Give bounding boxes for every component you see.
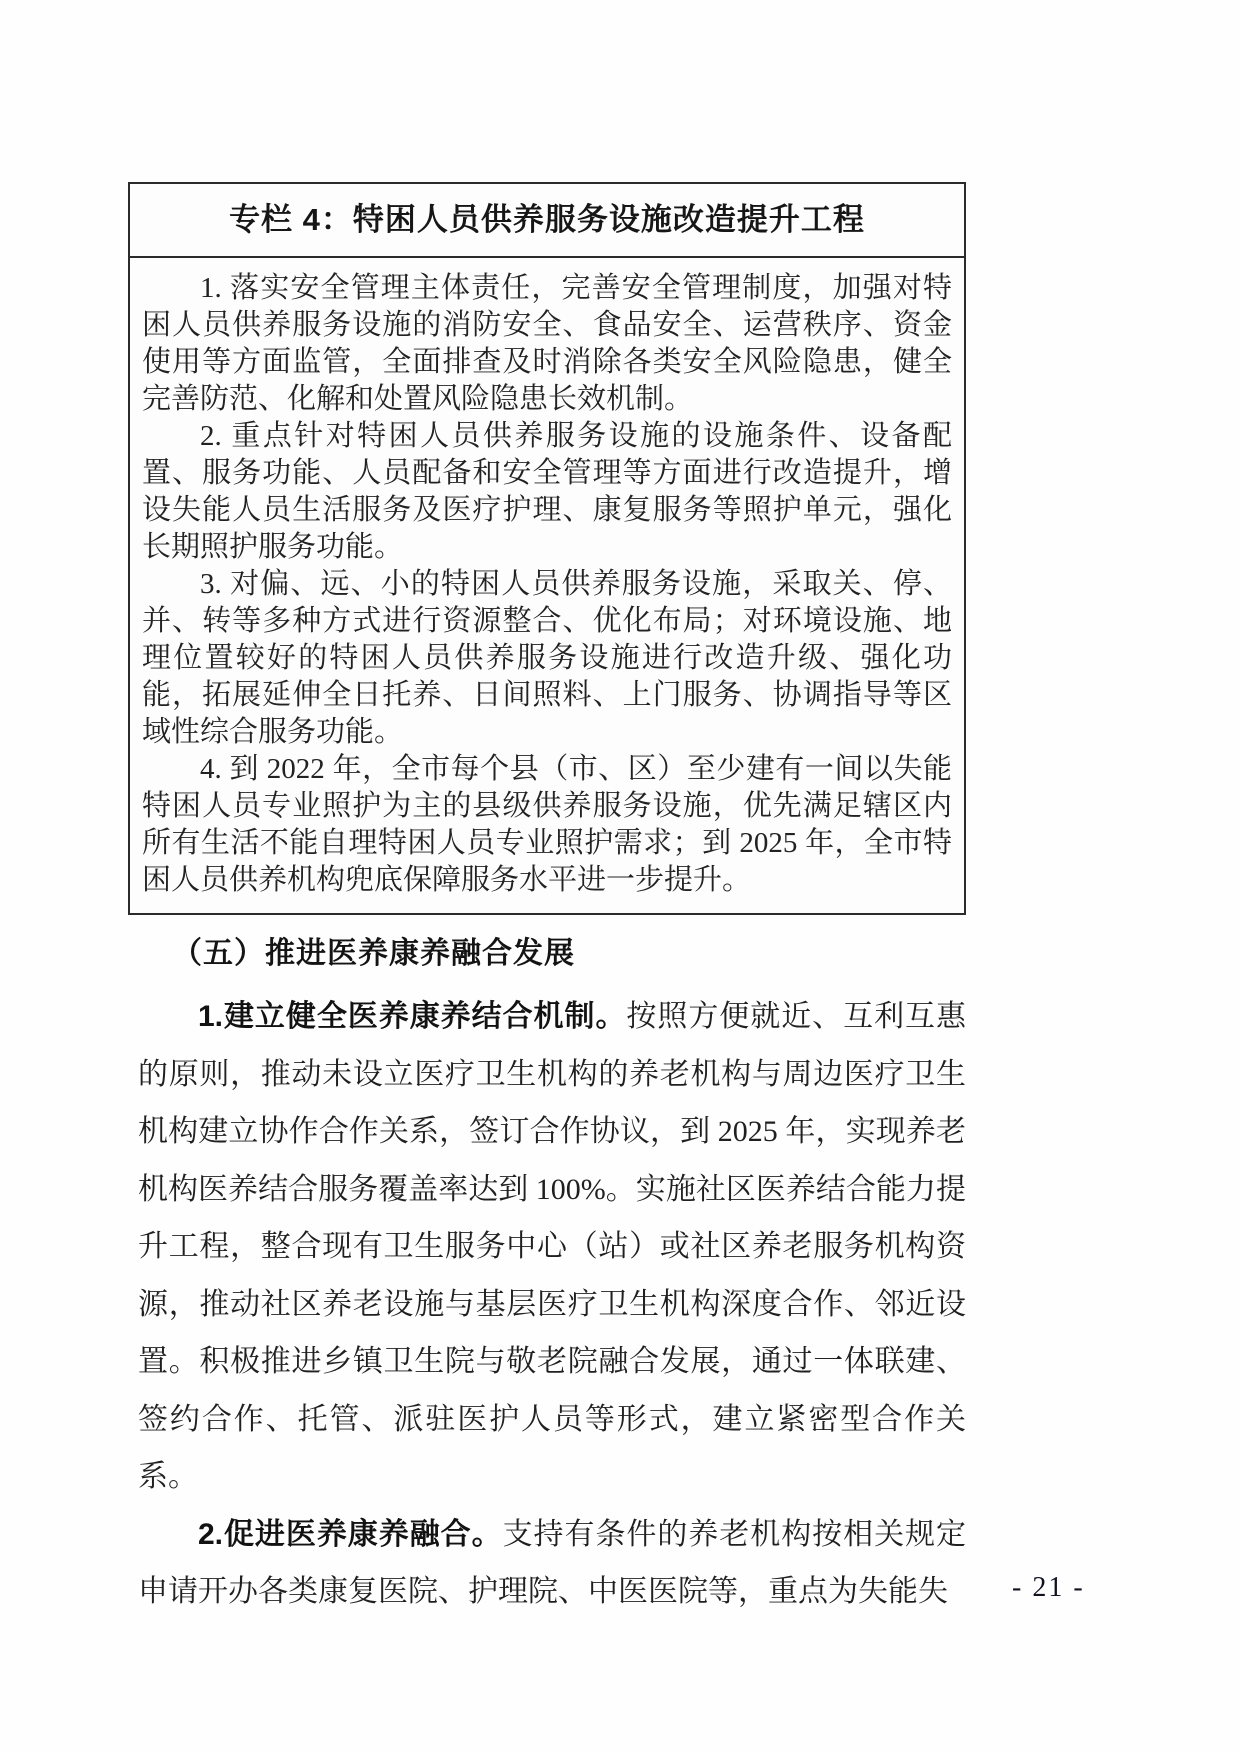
box-body: [130, 258, 964, 913]
box-paragraph-1: 1. 落实安全管理主体责任，完善安全管理制度，加强对特困人员供养服务设施的消防安全、食品安全、运营秩序、资金使用等方面监管，全面排查及时消除各类安全风险隐患，健全完善防范、化解和处置风险隐患长效机制。: [142, 272, 952, 415]
paragraph-1-text: 按照方便就近、互利互惠的原则，推动未设立医疗卫生机构的养老机构与周边医疗卫生机构建立协作合作关系，签订合作协议，到 2025 年，实现养老机构医养结合服务覆盖率达到 100%。实施社区医养结合能力提升工程，整合现有卫生服务中心（站）或社区养老服务机构资源，推动社区养老设施与基层医疗卫生机构深度合作、邻近设置。积极推进乡镇卫生院与敬老院融合发展，通过一体联建、签约合作、托管、派驻医护人员等形式，建立紧密型合作关系。: [138, 1000, 966, 1493]
box-paragraph-2: 2. 重点针对特困人员供养服务设施的设施条件、设备配置、服务功能、人员配备和安全管理等方面进行改造提升，增设失能人员生活服务及医疗护理、康复服务等照护单元，强化长期照护服务功能。: [142, 420, 952, 563]
box-paragraph-3: 3. 对偏、远、小的特困人员供养服务设施，采取关、停、并、转等多种方式进行资源整合、优化布局；对环境设施、地理位置较好的特困人员供养服务设施进行改造升级、强化功能，拓展延伸全日托养、日间照料、上门服务、协调指导等区域性综合服务功能。: [142, 568, 952, 748]
box-paragraph-4: 4. 到 2022 年，全市每个县（市、区）至少建有一间以失能特困人员专业照护为主的县级供养服务设施，优先满足辖区内所有生活不能自理特困人员专业照护需求；到 2025 年，全市特困人员供养机构兜底保障服务水平进一步提升。: [142, 753, 952, 896]
body-paragraph-2: [138, 1506, 966, 1621]
body-paragraph-1: [138, 988, 966, 1506]
box-title: 专栏 4：特困人员供养服务设施改造提升工程: [130, 184, 964, 258]
paragraph-2-text: 支持有条件的养老机构按相关规定申请开办各类康复医院、护理院、中医医院等，重点为失能失: [138, 1517, 966, 1608]
page-number: - 21 -: [1012, 1572, 1085, 1603]
paragraph-1-lead: 1.建立健全医养康养结合机制。: [198, 1000, 627, 1033]
highlight-box: [128, 182, 966, 915]
paragraph-2-lead: 2.促进医养康养融合。: [198, 1517, 503, 1551]
section-heading: （五）推进医养康养融合发展: [172, 937, 575, 970]
body-text: [138, 988, 966, 1621]
